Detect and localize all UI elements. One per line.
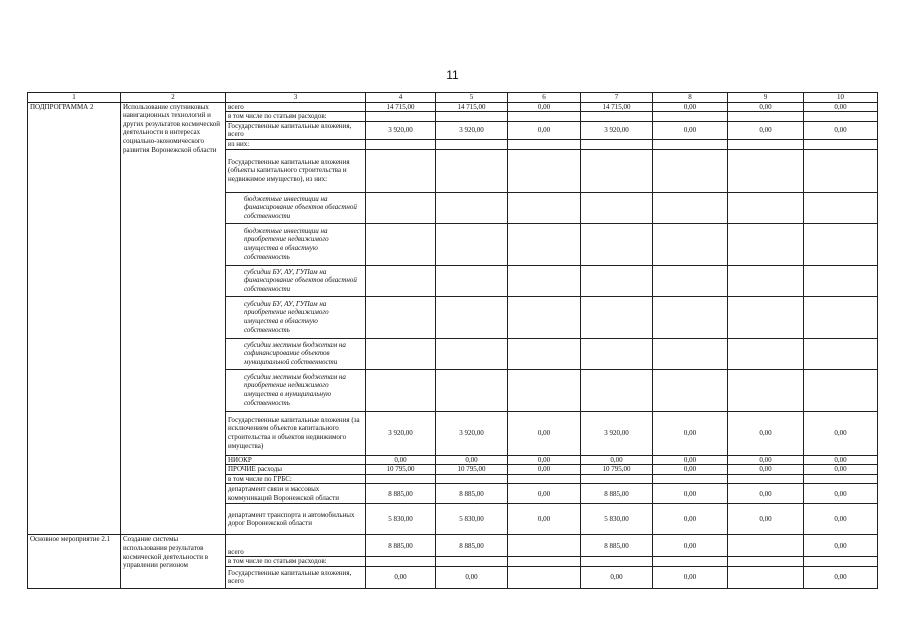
value-cell: 0,00	[653, 102, 728, 112]
expense-item-cell: Государственные капитальные вложения, всего	[226, 121, 366, 139]
col-header: 1	[28, 93, 121, 103]
value-cell	[436, 338, 508, 369]
col-header: 4	[366, 93, 436, 103]
value-cell	[728, 265, 804, 296]
value-cell	[728, 139, 804, 149]
value-cell: 8 885,00	[436, 484, 508, 504]
value-cell	[436, 112, 508, 122]
value-cell	[804, 192, 878, 223]
value-cell	[581, 112, 653, 122]
value-cell: 0,00	[804, 504, 878, 535]
value-cell: 0,00	[804, 455, 878, 465]
value-cell	[653, 192, 728, 223]
value-cell: 0,00	[804, 535, 878, 557]
value-cell: 5 830,00	[366, 504, 436, 535]
expense-item-cell: всего	[226, 535, 366, 557]
value-cell: 10 795,00	[436, 465, 508, 475]
value-cell: 0,00	[436, 566, 508, 588]
budget-table	[27, 92, 878, 589]
value-cell	[581, 223, 653, 265]
value-cell	[728, 338, 804, 369]
value-cell	[508, 369, 581, 411]
value-cell	[436, 192, 508, 223]
value-cell: 0,00	[653, 411, 728, 455]
value-cell	[653, 557, 728, 567]
value-cell	[436, 149, 508, 192]
value-cell	[728, 474, 804, 484]
value-cell	[508, 139, 581, 149]
expense-item-cell: ПРОЧИЕ расходы	[226, 465, 366, 475]
value-cell	[508, 223, 581, 265]
col-header: 9	[728, 93, 804, 103]
value-cell: 0,00	[653, 484, 728, 504]
value-cell	[366, 369, 436, 411]
value-cell: 0,00	[581, 566, 653, 588]
value-cell: 8 885,00	[436, 535, 508, 557]
expense-item-cell: Государственные капитальные вложения (за исключением объектов капитального строительства и объектов недвижимого имущества)	[226, 411, 366, 455]
value-cell	[366, 112, 436, 122]
value-cell: 3 920,00	[581, 411, 653, 455]
value-cell: 8 885,00	[581, 484, 653, 504]
value-cell: 5 830,00	[436, 504, 508, 535]
value-cell	[804, 557, 878, 567]
value-cell	[653, 265, 728, 296]
value-cell: 10 795,00	[366, 465, 436, 475]
value-cell: 0,00	[728, 465, 804, 475]
expense-item-cell: субсидии БУ, АУ, ГУПам на приобретение недвижимого имущества в областную собственность	[226, 296, 366, 338]
value-cell	[366, 139, 436, 149]
value-cell: 0,00	[804, 465, 878, 475]
value-cell	[728, 296, 804, 338]
value-cell: 3 920,00	[436, 411, 508, 455]
value-cell	[436, 265, 508, 296]
value-cell	[436, 369, 508, 411]
value-cell: 0,00	[804, 566, 878, 588]
expense-item-cell: всего	[226, 102, 366, 112]
value-cell	[653, 149, 728, 192]
value-cell	[508, 192, 581, 223]
table-row	[28, 535, 878, 557]
value-cell	[804, 369, 878, 411]
value-cell: 0,00	[653, 566, 728, 588]
value-cell	[653, 139, 728, 149]
col-header: 10	[804, 93, 878, 103]
value-cell: 0,00	[508, 102, 581, 112]
expense-item-cell: субсидии местным бюджетам на софинансирование объектов муниципальной собственности	[226, 338, 366, 369]
program-description-cell: Создание системы использования результатов космической деятельности в управлении регионом	[121, 535, 226, 589]
value-cell	[366, 149, 436, 192]
expense-item-cell: Государственные капитальные вложения, всего	[226, 566, 366, 588]
value-cell	[581, 369, 653, 411]
value-cell: 8 885,00	[366, 484, 436, 504]
value-cell	[508, 566, 581, 588]
value-cell: 0,00	[508, 504, 581, 535]
expense-item-cell: субсидии БУ, АУ, ГУПам на финансирование объектов областной собственности	[226, 265, 366, 296]
value-cell	[804, 474, 878, 484]
value-cell	[508, 296, 581, 338]
value-cell: 0,00	[653, 504, 728, 535]
value-cell: 0,00	[728, 504, 804, 535]
value-cell	[653, 474, 728, 484]
value-cell: 3 920,00	[581, 121, 653, 139]
col-header: 2	[121, 93, 226, 103]
table-row	[28, 102, 878, 112]
expense-item-cell: субсидии местным бюджетам на приобретение недвижимого имущества в муниципальную собственность	[226, 369, 366, 411]
value-cell	[804, 149, 878, 192]
expense-item-cell: в том числе по ГРБС:	[226, 474, 366, 484]
value-cell: 0,00	[804, 121, 878, 139]
expense-item-cell: бюджетные инвестиции на финансирование объектов областной собственности	[226, 192, 366, 223]
value-cell: 0,00	[728, 411, 804, 455]
value-cell: 0,00	[804, 411, 878, 455]
value-cell	[581, 149, 653, 192]
value-cell	[728, 192, 804, 223]
col-header: 8	[653, 93, 728, 103]
value-cell	[508, 338, 581, 369]
value-cell	[508, 149, 581, 192]
value-cell: 14 715,00	[366, 102, 436, 112]
value-cell	[581, 474, 653, 484]
value-cell: 0,00	[436, 455, 508, 465]
expense-item-cell: Государственные капитальные вложения (объекты капитального строительства и недвижимое имущество), из них:	[226, 149, 366, 192]
value-cell	[653, 369, 728, 411]
value-cell	[508, 474, 581, 484]
value-cell	[581, 139, 653, 149]
expense-item-cell: департамент транспорта и автомобильных дорог Воронежской области	[226, 504, 366, 535]
value-cell: 0,00	[728, 102, 804, 112]
value-cell	[366, 265, 436, 296]
value-cell	[804, 296, 878, 338]
value-cell	[366, 474, 436, 484]
value-cell: 0,00	[366, 455, 436, 465]
value-cell	[366, 192, 436, 223]
value-cell	[728, 535, 804, 557]
value-cell	[728, 223, 804, 265]
value-cell	[366, 557, 436, 567]
value-cell	[508, 557, 581, 567]
value-cell	[728, 149, 804, 192]
value-cell: 3 920,00	[366, 411, 436, 455]
value-cell	[436, 223, 508, 265]
value-cell: 14 715,00	[581, 102, 653, 112]
value-cell: 8 885,00	[366, 535, 436, 557]
value-cell: 0,00	[508, 411, 581, 455]
value-cell	[581, 338, 653, 369]
value-cell: 0,00	[728, 484, 804, 504]
expense-item-cell: бюджетные инвестиции на приобретение недвижимого имущества в областную собственность	[226, 223, 366, 265]
col-header: 7	[581, 93, 653, 103]
value-cell	[436, 557, 508, 567]
value-cell	[581, 296, 653, 338]
page-number: 11	[446, 68, 459, 82]
expense-item-cell: НИОКР	[226, 455, 366, 465]
value-cell	[804, 139, 878, 149]
value-cell: 0,00	[804, 484, 878, 504]
value-cell	[653, 338, 728, 369]
value-cell	[508, 112, 581, 122]
value-cell	[804, 112, 878, 122]
value-cell	[581, 192, 653, 223]
value-cell	[653, 223, 728, 265]
col-header: 5	[436, 93, 508, 103]
value-cell	[728, 112, 804, 122]
value-cell	[728, 566, 804, 588]
value-cell	[366, 338, 436, 369]
value-cell: 0,00	[653, 465, 728, 475]
value-cell: 0,00	[508, 455, 581, 465]
program-description-cell: Использование спутниковых навигационных технологий и других результатов космической деятельности в интересах социально-экономического развития Воронежской области	[121, 102, 226, 535]
value-cell	[653, 112, 728, 122]
value-cell	[804, 338, 878, 369]
value-cell: 14 715,00	[436, 102, 508, 112]
value-cell	[366, 223, 436, 265]
value-cell	[581, 265, 653, 296]
value-cell	[653, 296, 728, 338]
col-header: 6	[508, 93, 581, 103]
value-cell: 8 885,00	[581, 535, 653, 557]
value-cell: 0,00	[728, 121, 804, 139]
value-cell: 0,00	[508, 465, 581, 475]
expense-item-cell: в том числе по статьям расходов:	[226, 557, 366, 567]
value-cell	[804, 223, 878, 265]
program-name-cell: ПОДПРОГРАММА 2	[28, 102, 121, 535]
value-cell: 0,00	[804, 102, 878, 112]
value-cell: 0,00	[366, 566, 436, 588]
value-cell: 5 830,00	[581, 504, 653, 535]
value-cell: 0,00	[653, 535, 728, 557]
value-cell: 0,00	[728, 455, 804, 465]
value-cell: 10 795,00	[581, 465, 653, 475]
value-cell	[366, 296, 436, 338]
value-cell: 0,00	[581, 455, 653, 465]
value-cell: 3 920,00	[436, 121, 508, 139]
value-cell	[436, 139, 508, 149]
value-cell: 0,00	[508, 121, 581, 139]
column-number-row	[28, 93, 878, 103]
expense-item-cell: департамент связи и массовых коммуникаций Воронежской области	[226, 484, 366, 504]
value-cell: 0,00	[508, 484, 581, 504]
program-name-cell: Основное мероприятие 2.1	[28, 535, 121, 589]
value-cell: 3 920,00	[366, 121, 436, 139]
value-cell	[436, 474, 508, 484]
expense-item-cell: в том числе по статьям расходов:	[226, 112, 366, 122]
value-cell	[436, 296, 508, 338]
value-cell: 0,00	[653, 455, 728, 465]
value-cell	[508, 265, 581, 296]
value-cell: 0,00	[653, 121, 728, 139]
value-cell	[728, 557, 804, 567]
col-header: 3	[226, 93, 366, 103]
value-cell	[728, 369, 804, 411]
value-cell	[581, 557, 653, 567]
expense-item-cell: из них:	[226, 139, 366, 149]
value-cell	[508, 535, 581, 557]
value-cell	[804, 265, 878, 296]
